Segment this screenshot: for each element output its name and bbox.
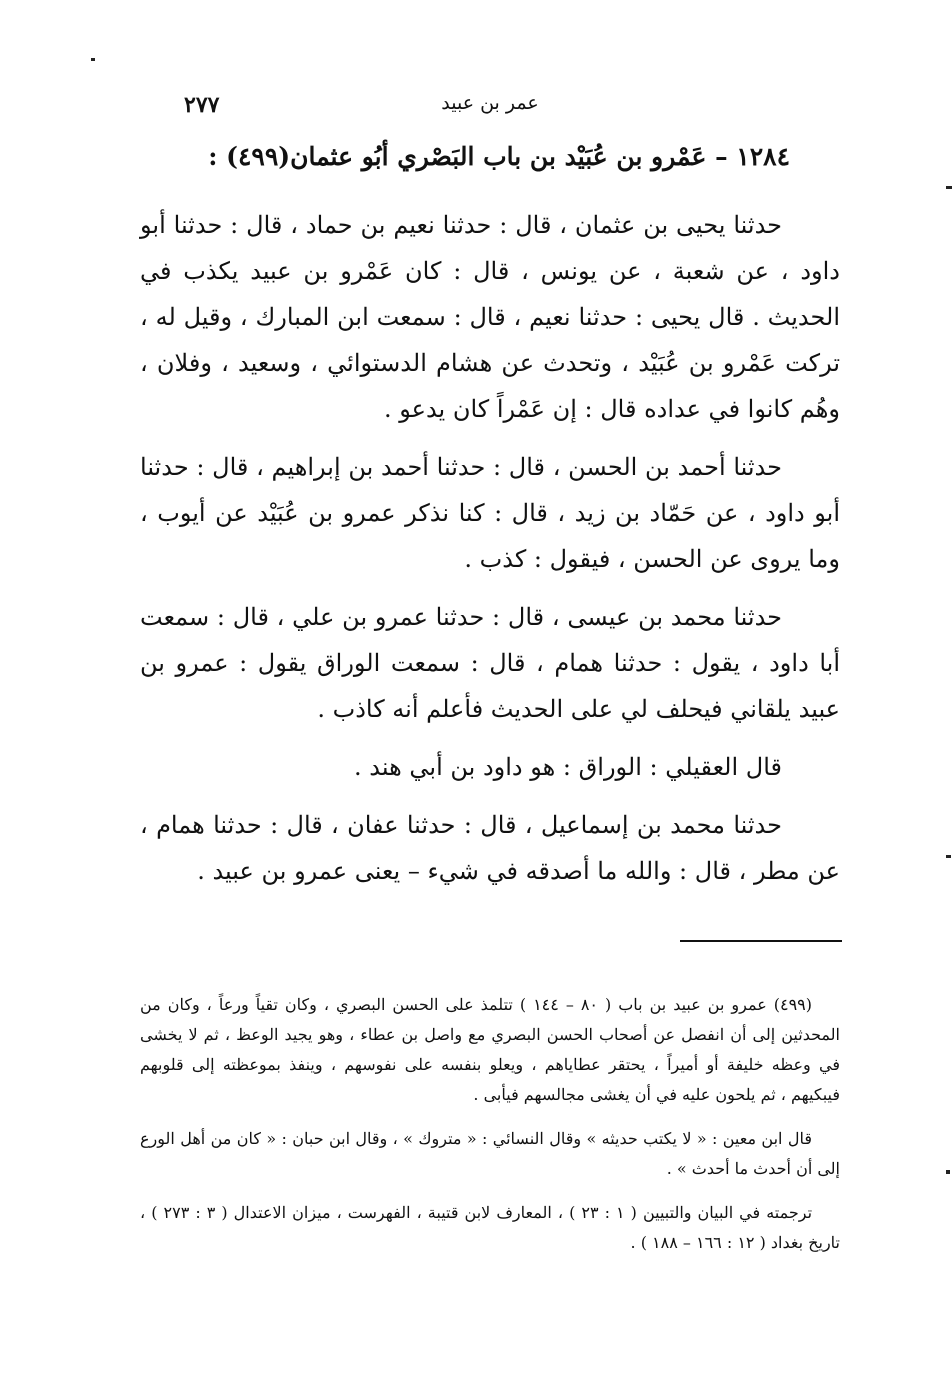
- scan-speck: [91, 58, 95, 61]
- paragraph: حدثنا محمد بن عيسى ، قال : حدثنا عمرو بن علي ، قال : سمعت أبا داود ، يقول : حدثنا همام ، قال : سمعت الوراق يقول : عمرو بن عبيد يلقاني فيحلف لي على الحديث فأعلم أنه كاذب .: [140, 603, 840, 723]
- entry-heading: ١٢٨٤ – عَمْرو بن عُبَيْد بن باب البَصْري أبُو عثمان(٤٩٩) :: [208, 142, 790, 171]
- footnote: ترجمته في البيان والتبيين ( ١ : ٢٣ ) ، المعارف لابن قتيبة ، الفهرست ، ميزان الاعتدال ( ٣ : ٢٧٣ ) ، تاريخ بغداد ( ١٢ : ١٦٦ – ١٨٨ ) .: [140, 1203, 840, 1252]
- scan-edge-mark: [946, 855, 951, 858]
- footnotes: [140, 990, 840, 1272]
- paragraph: قال العقيلي : الوراق : هو داود بن أبي هند .: [354, 753, 782, 781]
- page-header: [140, 92, 840, 122]
- paragraph: حدثنا يحيى بن عثمان ، قال : حدثنا نعيم بن حماد ، قال : حدثنا أبو داود ، عن شعبة ، عن يونس ، قال : كان عَمْرو بن عبيد يكذب في الحديث . قال يحيى : حدثنا نعيم ، قال : سمعت ابن المبارك ، وقيل له ، تركت عَمْرو بن عُبَيْد ، وتحدث عن هشام الدستوائي ، وسعيد ، وفلان ، وهُم كانوا في عداده قال : إن عَمْراً كان يدعو .: [140, 211, 840, 423]
- paragraph: حدثنا أحمد بن الحسن ، قال : حدثنا أحمد بن إبراهيم ، قال : حدثنا أبو داود ، عن حَمّاد بن زيد ، قال : كنا نذكر عمرو بن عُبَيْد عن أيوب ، وما يروى عن الحسن ، فيقول : كذب .: [140, 453, 840, 573]
- footnote: (٤٩٩) عمرو بن عبيد بن باب ( ٨٠ – ١٤٤ ) تتلمذ على الحسن البصري ، وكان تقياً ورعاً ، وكان من المحدثين إلى أن انفصل عن أصحاب الحسن البصري مع واصل بن عطاء ، وهو يجيد الوعظ ، ثم لا يخشى في وعظه خليفة أو أميراً ، يحتقر عطاياهم ، ويعلو بنفسه على نفوسهم ، وينفذ بموعظته إلى قلوبهم فيبكيهم ، ثم يلحون عليه في أن يغشى مجالسهم فيأبى .: [140, 995, 840, 1104]
- scan-edge-mark: [946, 1170, 950, 1174]
- footnote: قال ابن معين : « لا يكتب حديثه » وقال النسائي : « متروك » ، وقال ابن حبان : « كان من أهل الورع إلى أن أحدث ما أحدث » .: [140, 1129, 840, 1178]
- running-title: عمر بن عبيد: [441, 92, 539, 114]
- main-text: [140, 202, 840, 906]
- paragraph: حدثنا محمد بن إسماعيل ، قال : حدثنا عفان ، قال : حدثنا همام ، عن مطر ، قال : والله ما أصدقه في شيء – يعنى عمرو بن عبيد .: [140, 811, 840, 885]
- footnote-separator: [680, 940, 842, 942]
- page-number: ٢٧٧: [184, 92, 220, 118]
- scan-edge-mark: [946, 186, 952, 189]
